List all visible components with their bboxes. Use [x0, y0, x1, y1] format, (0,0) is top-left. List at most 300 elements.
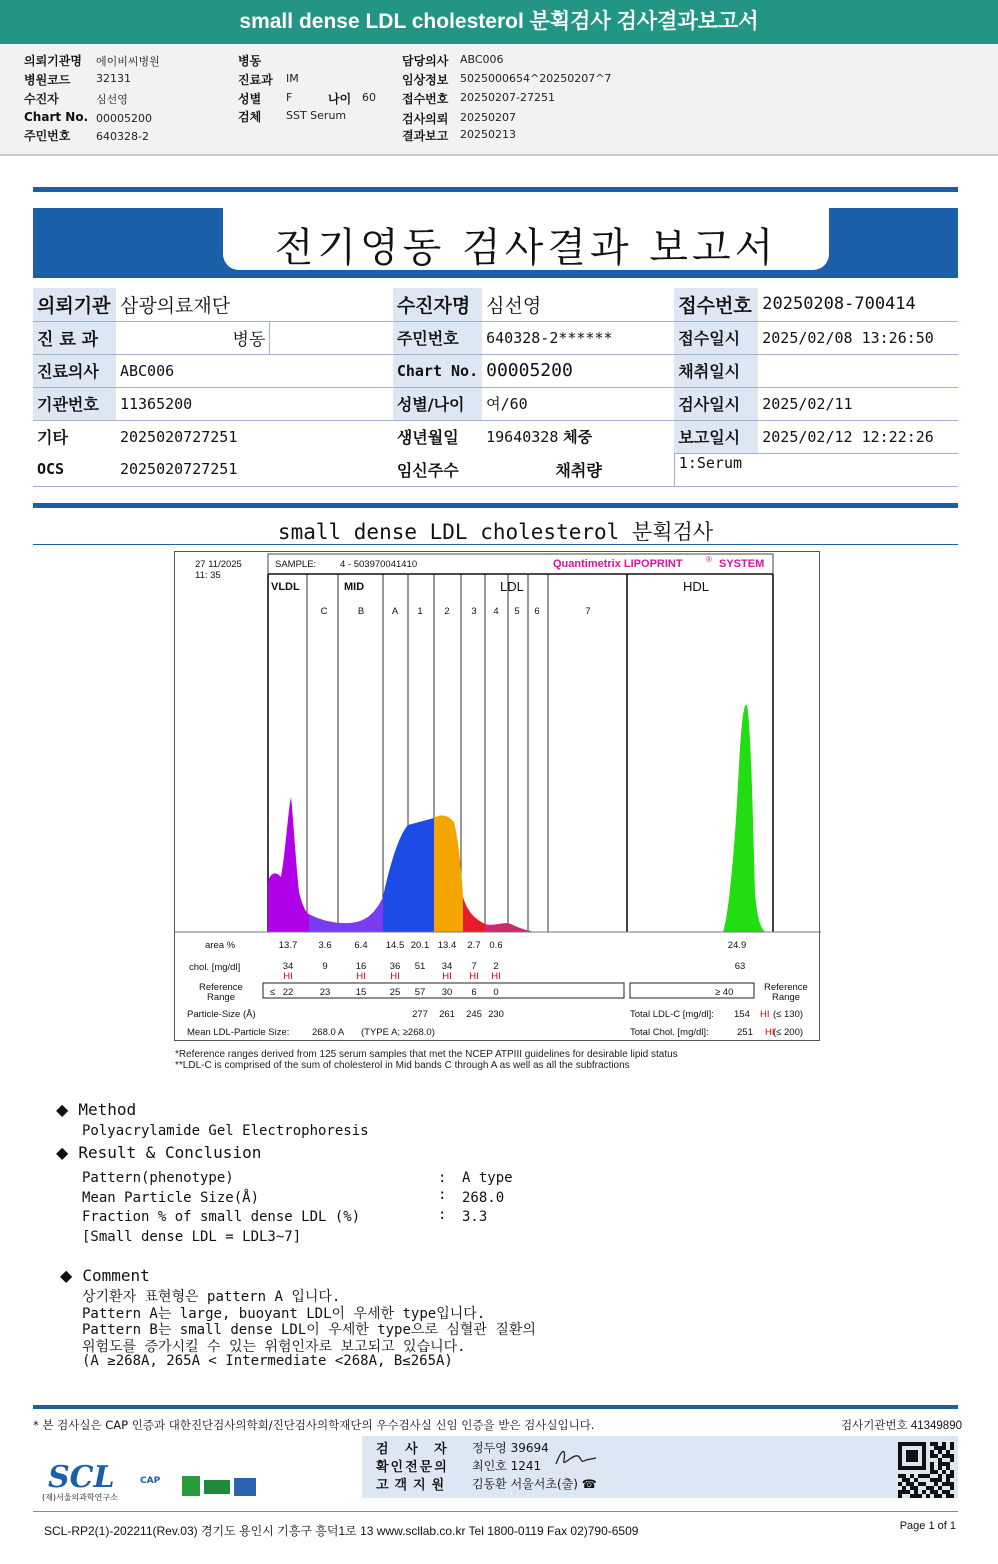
mean-label: Mean LDL-Particle Size: [187, 1027, 290, 1038]
qr-module [934, 1454, 938, 1458]
particle-value: 230 [488, 1009, 504, 1020]
qr-module [898, 1482, 902, 1486]
peak-hdl [723, 705, 765, 932]
chart-svg [175, 552, 821, 1042]
qr-module [930, 1442, 934, 1446]
comment-title: Comment [82, 1266, 150, 1285]
qr-module [902, 1490, 906, 1494]
area-value: 3.6 [318, 940, 332, 951]
value-chart: 00005200 [482, 354, 674, 387]
qr-module [942, 1470, 946, 1474]
chol-value: 9 [322, 961, 328, 972]
qr-module [938, 1450, 942, 1454]
qr-module [938, 1462, 942, 1466]
qr-module [950, 1454, 954, 1458]
area-value: 2.7 [467, 940, 481, 951]
empty-cell [270, 321, 393, 354]
value-recv-no: 20250208-700414 [758, 288, 958, 321]
sign-label: 검 사 자 [376, 1442, 453, 1457]
qr-module [906, 1478, 910, 1482]
field-value: SST Serum [286, 109, 347, 122]
qr-module [946, 1450, 950, 1454]
qr-module [950, 1446, 954, 1450]
band-label: 7 [585, 606, 591, 617]
ref-value: 22 [282, 987, 294, 998]
qr-module [946, 1474, 950, 1478]
qr-module [918, 1474, 922, 1478]
qr-module [914, 1458, 918, 1462]
qr-module [922, 1450, 926, 1454]
footer-note: * 본 검사실은 CAP 인증과 대한진단검사의학회/진단검사의학재단의 우수검사실 신임 인증을 받은 검사실입니다. [33, 1418, 595, 1432]
qr-module [938, 1446, 942, 1450]
label-inst: 의뢰기관 [33, 288, 116, 321]
field-label: 의뢰기관명 [24, 54, 82, 68]
total-chol-ref: (≤ 200) [773, 1027, 804, 1038]
qr-module [906, 1454, 910, 1458]
qr-module [938, 1466, 942, 1470]
qr-module [910, 1474, 914, 1478]
total-ldl-ref: (≤ 130) [773, 1009, 804, 1020]
mean-type: (TYPE A; ≥268.0) [361, 1027, 435, 1038]
peak-ldl-blue [383, 818, 434, 932]
chol-flag: HI [390, 971, 400, 982]
qr-module [914, 1478, 918, 1482]
peak-vldl [268, 797, 309, 932]
result-label: Fraction % of small dense LDL (%) [82, 1209, 361, 1225]
qr-module [930, 1486, 934, 1490]
qr-module [922, 1462, 926, 1466]
chart-time: 11: 35 [195, 570, 221, 581]
ref-label-2: Range [207, 992, 235, 1003]
qr-module [922, 1466, 926, 1470]
qr-module [930, 1466, 934, 1470]
footer-address: SCL-RP2(1)-202211(Rev.03) 경기도 용인시 기흥구 흥덕1로 13 www.scllab.co.kr Tel 1800-0119 Fax 02)790-6509 [44, 1524, 639, 1538]
cert-logo [234, 1478, 256, 1496]
section-line [33, 544, 958, 545]
field-label: 담당의사 [402, 54, 449, 68]
result-colon: : [438, 1207, 447, 1223]
qr-module [938, 1494, 942, 1498]
qr-module [930, 1454, 934, 1458]
qr-module [922, 1458, 926, 1462]
qr-module [950, 1494, 954, 1498]
qr-module [950, 1458, 954, 1462]
field-value: 00005200 [96, 112, 152, 125]
field-label: 접수번호 [402, 92, 449, 106]
result-colon: : [438, 1187, 447, 1203]
comment-line: (A ≥268A, 265A < Intermediate <268A, B≤265A) [82, 1353, 453, 1369]
divider [33, 1405, 958, 1409]
value-org: 11365200 [116, 387, 393, 420]
label-birth: 생년월일 [393, 420, 482, 453]
ref-value: 23 [319, 987, 331, 998]
result-value: 268.0 [462, 1190, 505, 1206]
patient-info-table [33, 288, 958, 487]
field-label: 나이 [328, 92, 352, 106]
scl-logo-sub: (재)서울의과학연구소 [42, 1493, 118, 1502]
qr-module [934, 1442, 938, 1446]
qr-module [906, 1482, 910, 1486]
qr-module [934, 1494, 938, 1498]
divider [33, 503, 958, 508]
particle-value: 277 [412, 1009, 428, 1020]
ref-value: 25 [389, 987, 401, 998]
diamond-icon: ◆ [56, 1100, 69, 1119]
result-title: Result & Conclusion [78, 1143, 262, 1162]
diamond-icon: ◆ [56, 1143, 69, 1162]
area-value: 14.5 [385, 940, 405, 951]
comment-line: 위험도를 증가시킬 수 있는 위험인자로 보고되고 있습니다. [82, 1339, 466, 1355]
chol-value: 34 [441, 961, 453, 972]
label-doctor: 진료의사 [33, 354, 116, 387]
qr-module [902, 1442, 906, 1446]
comment-line: Pattern A는 large, buoyant LDL이 우세한 type입니다. [82, 1306, 486, 1322]
qr-module [934, 1482, 938, 1486]
chol-flag: HI [442, 971, 452, 982]
area-value: 13.7 [278, 940, 298, 951]
qr-module [942, 1462, 946, 1466]
qr-module [914, 1466, 918, 1470]
label-dept: 진 료 과 [33, 321, 116, 354]
value-dept: 병동 [116, 321, 270, 354]
field-value: 32131 [96, 72, 131, 85]
value-recv-time: 2025/02/08 13:26:50 [758, 321, 958, 354]
qr-module [910, 1486, 914, 1490]
area-value: 13.4 [437, 940, 457, 951]
qr-module [906, 1442, 910, 1446]
result-label: Mean Particle Size(Å) [82, 1190, 260, 1206]
value-collect [758, 354, 958, 387]
mean-value: 268.0 A [312, 1027, 345, 1038]
qr-module [906, 1450, 910, 1454]
scl-logo: SCL [48, 1460, 115, 1495]
field-value: 5025000654^20250207^7 [460, 72, 612, 85]
comment-line: Pattern B는 small dense LDL이 우세한 type으로 심혈관 질환의 [82, 1322, 536, 1338]
ref-value: 30 [441, 987, 453, 998]
band-label: C [320, 606, 328, 617]
label-test-time: 검사일시 [674, 387, 758, 420]
qr-module [910, 1450, 914, 1454]
field-label: 결과보고 [402, 129, 449, 143]
particle-value: 261 [439, 1009, 455, 1020]
band-label: 1 [417, 606, 423, 617]
chol-value: 51 [414, 961, 426, 972]
field-value: IM [286, 72, 299, 85]
result-label: Pattern(phenotype) [82, 1170, 234, 1186]
qr-module [934, 1478, 938, 1482]
qr-module [910, 1466, 914, 1470]
qr-module [942, 1482, 946, 1486]
band-label: A [391, 606, 399, 617]
area-value: 20.1 [410, 940, 430, 951]
qr-module [930, 1450, 934, 1454]
qr-module [906, 1490, 910, 1494]
qr-module [938, 1474, 942, 1478]
qr-module [910, 1454, 914, 1458]
qr-module [922, 1474, 926, 1478]
qr-module [922, 1442, 926, 1446]
cert-logo [204, 1480, 230, 1494]
qr-module [898, 1450, 902, 1454]
total-ldl-label: Total LDL-C [mg/dl]: [630, 1009, 714, 1020]
field-value: 640328-2 [96, 130, 149, 143]
total-chol-label: Total Chol. [mg/dl]: [630, 1027, 709, 1038]
field-value: 60 [362, 91, 376, 104]
field-label: 성별 [238, 92, 262, 106]
value-rrn: 640328-2****** [482, 321, 674, 354]
qr-module [946, 1494, 950, 1498]
chart-system-suffix: SYSTEM [719, 558, 765, 570]
sign-label: 확인전문의 [376, 1460, 449, 1475]
chol-flag: HI [356, 971, 366, 982]
bottom-line [33, 1511, 958, 1512]
qr-module [946, 1478, 950, 1482]
qr-module [898, 1462, 902, 1466]
qr-module [950, 1482, 954, 1486]
method-text: Polyacrylamide Gel Electrophoresis [82, 1123, 369, 1139]
report-title: 전기영동 검사결과 보고서 [274, 225, 778, 271]
value-etc: 2025020727251 [119, 427, 238, 446]
qr-module [922, 1454, 926, 1458]
chol-flag: HI [491, 971, 501, 982]
peak-mid [309, 897, 383, 932]
chart-sample-label: SAMPLE: [275, 559, 317, 570]
qr-module [934, 1470, 938, 1474]
field-value: ABC006 [460, 53, 504, 66]
band-label: 2 [444, 606, 450, 617]
sign-value: 최인호 1241 [472, 1459, 542, 1473]
field-label: 병동 [238, 54, 262, 68]
result-note: [Small dense LDL = LDL3~7] [82, 1229, 302, 1245]
qr-module [898, 1494, 902, 1498]
qr-module [946, 1454, 950, 1458]
divider [33, 187, 958, 192]
diamond-icon: ◆ [60, 1266, 73, 1285]
cap-logo: CAP [140, 1476, 161, 1486]
qr-module [942, 1454, 946, 1458]
band-label: B [357, 606, 365, 617]
label-etc: 기타 [33, 420, 116, 453]
qr-module [942, 1442, 946, 1446]
result-heading [56, 1143, 261, 1162]
section-title: small dense LDL cholesterol 분획검사 [277, 520, 714, 544]
qr-module [946, 1482, 950, 1486]
footer-inst-no: 검사기관번호 41349890 [840, 1420, 962, 1432]
qr-module [910, 1494, 914, 1498]
field-label: 주민번호 [24, 129, 71, 143]
chol-value: 2 [493, 961, 499, 972]
label-org: 기관번호 [33, 387, 116, 420]
ref-value: 6 [471, 987, 477, 998]
row-values [270, 940, 746, 1020]
qr-module [922, 1446, 926, 1450]
chol-value: 7 [471, 961, 477, 972]
total-chol: 251 [737, 1027, 753, 1038]
qr-module [914, 1454, 918, 1458]
peak-ldl-red [463, 897, 485, 932]
label-recv-no: 접수번호 [674, 288, 758, 321]
field-value: F [286, 91, 293, 104]
qr-module [914, 1486, 918, 1490]
qr-module [902, 1474, 906, 1478]
qr-module [934, 1446, 938, 1450]
chol-flag: HI [283, 971, 293, 982]
group-label-mid: MID [344, 581, 365, 593]
qr-module [926, 1474, 930, 1478]
field-value: 에이비씨병원 [96, 55, 160, 68]
qr-module [930, 1490, 934, 1494]
qr-module [906, 1466, 910, 1470]
field-label: 임상정보 [402, 73, 449, 87]
qr-module [898, 1454, 902, 1458]
label-collect: 채취일시 [674, 354, 758, 387]
band-label: 5 [514, 606, 520, 617]
qr-module [902, 1466, 906, 1470]
field-label: 검체 [238, 110, 262, 124]
cert-logo [182, 1476, 200, 1496]
chol-flag: HI [469, 971, 479, 982]
report-banner [33, 208, 958, 278]
field-value: 20250213 [460, 128, 516, 141]
qr-module [938, 1478, 942, 1482]
electrophoresis-chart [174, 551, 820, 1041]
result-colon: : [438, 1170, 447, 1186]
peaks [268, 705, 765, 932]
qr-module [898, 1490, 902, 1494]
result-value: A type [462, 1170, 513, 1186]
qr-module [914, 1450, 918, 1454]
label-rrn: 주민번호 [393, 321, 482, 354]
ref-label-1: Reference [199, 982, 243, 993]
sign-value: 김동환 서울서초(출) ☎ [472, 1477, 597, 1491]
method-title: Method [78, 1100, 137, 1119]
qr-module [950, 1442, 954, 1446]
label-report-time: 보고일시 [674, 420, 758, 453]
qr-code-icon [898, 1442, 954, 1498]
qr-module [910, 1482, 914, 1486]
qr-module [906, 1458, 910, 1462]
qr-module [914, 1490, 918, 1494]
qr-module [950, 1486, 954, 1490]
band-lines [268, 574, 773, 932]
field-label: 검사의뢰 [402, 112, 449, 126]
label-weight: 체중 [563, 428, 593, 447]
ref-value: 15 [355, 987, 367, 998]
value-birth: 19640328 [486, 428, 559, 447]
qr-module [926, 1486, 930, 1490]
qr-module [942, 1446, 946, 1450]
total-chol-flag: HI [765, 1027, 775, 1038]
peak-ldl-tail [485, 923, 531, 932]
method-heading [56, 1100, 136, 1119]
peak-ldl-orange [434, 815, 463, 932]
comment-line: 상기환자 표현형은 pattern A 입니다. [82, 1289, 341, 1305]
qr-module [938, 1486, 942, 1490]
value-inst: 삼광의료재단 [116, 288, 393, 321]
sign-label: 고객지원 [376, 1478, 451, 1493]
chol-value: 36 [389, 961, 401, 972]
value-ocs: 2025020727251 [116, 453, 393, 486]
value-specimen: 1:Serum [674, 453, 958, 486]
qr-module [902, 1478, 906, 1482]
group-label-hdl: HDL [683, 579, 710, 594]
qr-module [914, 1494, 918, 1498]
qr-module [930, 1462, 934, 1466]
qr-module [918, 1466, 922, 1470]
qr-module [910, 1442, 914, 1446]
qr-module [918, 1442, 922, 1446]
field-label: 진료과 [238, 73, 273, 87]
area-value: 6.4 [354, 940, 368, 951]
signature-box [362, 1436, 958, 1498]
ref-box-hdl [630, 983, 754, 998]
value-name: 심선영 [482, 288, 674, 321]
footnote: **LDL-C is comprised of the sum of cholesterol in Mid bands C through A as well as all the subfractions [175, 1060, 630, 1071]
particle-label: Particle-Size (Å) [187, 1009, 256, 1020]
chol-value-hdl: 63 [734, 961, 746, 972]
ref-hdl: ≥ 40 [715, 987, 734, 998]
chol-label: chol. [mg/dl] [189, 962, 241, 973]
area-value: 0.6 [489, 940, 503, 951]
ref-label-r1: Reference [764, 982, 808, 993]
comment-heading [60, 1266, 150, 1285]
report-top-title: small dense LDL cholesterol 분획검사 검사결과보고서 [0, 0, 998, 44]
qr-module [898, 1474, 902, 1478]
value-doctor: ABC006 [116, 354, 393, 387]
top-info-panel [0, 44, 998, 156]
particle-value: 245 [466, 1009, 482, 1020]
field-value: 20250207-27251 [460, 91, 555, 104]
chart-footnotes [175, 1049, 678, 1071]
value-report-time: 2025/02/12 12:22:26 [758, 420, 958, 453]
qr-module [918, 1494, 922, 1498]
chart-sample: 4 - 503970041410 [340, 559, 418, 570]
qr-module [938, 1458, 942, 1462]
label-chart: Chart No. [393, 354, 482, 387]
label-sex-age: 성별/나이 [393, 387, 482, 420]
group-label-ldl: LDL [500, 579, 524, 594]
qr-module [898, 1446, 902, 1450]
label-name: 수진자명 [393, 288, 482, 321]
qr-module [922, 1482, 926, 1486]
chart-system: Quantimetrix LIPOPRINT [553, 558, 683, 570]
field-label: Chart No. [24, 110, 89, 124]
qr-module [898, 1442, 902, 1446]
label-recv-time: 접수일시 [674, 321, 758, 354]
qr-module [914, 1442, 918, 1446]
qr-module [950, 1470, 954, 1474]
chart-system-reg: ® [706, 555, 712, 564]
total-ldl: 154 [734, 1009, 750, 1020]
band-label: 6 [534, 606, 540, 617]
band-label: 4 [493, 606, 499, 617]
band-labels [321, 606, 591, 617]
label-amount: 채취량 [482, 453, 674, 486]
qr-module [950, 1474, 954, 1478]
total-ldl-flag: HI [760, 1009, 770, 1020]
ref-value: ≤ [270, 987, 276, 998]
field-label: 수진자 [24, 92, 59, 106]
ref-value: 57 [414, 987, 426, 998]
ref-label-r2: Range [772, 992, 800, 1003]
value-test-time: 2025/02/11 [758, 387, 958, 420]
qr-module [926, 1494, 930, 1498]
qr-module [922, 1490, 926, 1494]
field-value: 심선영 [96, 93, 128, 106]
result-value: 3.3 [462, 1209, 488, 1225]
qr-module [910, 1458, 914, 1462]
group-label-vldl: VLDL [271, 581, 300, 593]
